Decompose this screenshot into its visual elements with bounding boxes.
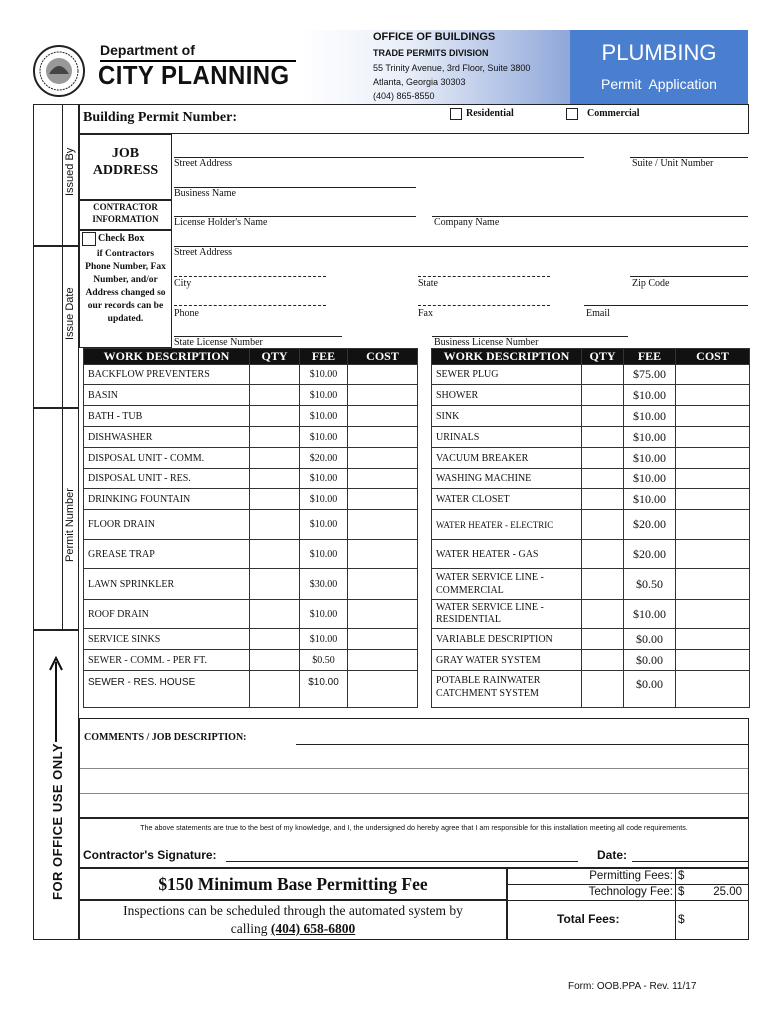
- cost-cell[interactable]: [348, 569, 418, 600]
- state-label: State: [418, 278, 438, 289]
- fee-cell: $10.00: [624, 406, 676, 427]
- row-description: DISPOSAL UNIT - COMM.: [84, 448, 250, 469]
- fee-cell: $10.00: [300, 671, 348, 708]
- qty-cell[interactable]: [582, 650, 624, 671]
- cost-cell[interactable]: [348, 489, 418, 510]
- commercial-label: Commercial: [587, 108, 640, 119]
- cost-cell[interactable]: [676, 489, 750, 510]
- qty-cell[interactable]: [582, 406, 624, 427]
- header-fee: FEE: [624, 349, 676, 365]
- qty-cell[interactable]: [582, 540, 624, 569]
- cost-cell[interactable]: [676, 448, 750, 469]
- table-row: [84, 469, 418, 489]
- header-cost: COST: [676, 349, 750, 365]
- fee-cell: $10.00: [300, 385, 348, 406]
- header-work-description: WORK DESCRIPTION: [432, 349, 582, 365]
- qty-cell[interactable]: [250, 569, 300, 600]
- cost-cell[interactable]: [348, 510, 418, 540]
- fee-cell: $10.00: [300, 489, 348, 510]
- table-header-row: [84, 349, 418, 365]
- total-fees-label: Total Fees:: [557, 912, 620, 926]
- fee-cell: $20.00: [624, 510, 676, 540]
- cost-cell[interactable]: [676, 427, 750, 448]
- qty-cell[interactable]: [250, 671, 300, 708]
- technology-fee-label: Technology Fee:: [588, 886, 673, 898]
- fee-cell: $10.00: [624, 427, 676, 448]
- email-label: Email: [586, 308, 610, 319]
- permit-number-label: Permit Number: [64, 488, 76, 562]
- license-holder-label: License Holder's Name: [174, 217, 268, 228]
- fee-cell: $10.00: [300, 469, 348, 489]
- qty-cell[interactable]: [250, 650, 300, 671]
- fee-cell: $0.00: [624, 629, 676, 650]
- comments-line-2[interactable]: [80, 768, 748, 769]
- issued-by-label: Issued By: [64, 147, 76, 196]
- state-license-label: State License Number: [174, 337, 263, 348]
- qty-cell[interactable]: [250, 365, 300, 385]
- table-row: [432, 448, 750, 469]
- permitting-fees-dollar: $: [678, 870, 685, 882]
- comments-line-1[interactable]: [296, 744, 748, 745]
- header-work-description: WORK DESCRIPTION: [84, 349, 250, 365]
- row-description: FLOOR DRAIN: [84, 510, 250, 540]
- fee-cell: $0.00: [624, 671, 676, 708]
- table-header-row: [432, 349, 750, 365]
- qty-cell[interactable]: [250, 540, 300, 569]
- total-fees-field[interactable]: [690, 906, 748, 936]
- fee-cell: $10.00: [624, 448, 676, 469]
- business-license-label: Business License Number: [434, 337, 539, 348]
- issue-date-label: Issue Date: [64, 287, 76, 340]
- table-row: [84, 406, 418, 427]
- total-fees-dollar: $: [678, 912, 685, 926]
- signature-line[interactable]: [226, 861, 578, 862]
- job-street-line[interactable]: [174, 157, 584, 158]
- badge-subtitle: Permit Application: [601, 76, 717, 92]
- qty-cell[interactable]: [250, 629, 300, 650]
- qty-cell[interactable]: [582, 629, 624, 650]
- table-row: [432, 427, 750, 448]
- zip-label: Zip Code: [632, 278, 670, 289]
- row-description: WATER SERVICE LINE - COMMERCIAL: [432, 569, 582, 600]
- cost-cell[interactable]: [676, 671, 750, 708]
- cost-cell[interactable]: [348, 671, 418, 708]
- minimum-fee-text: $150 Minimum Base Permitting Fee: [158, 874, 428, 894]
- building-permit-label: Building Permit Number:: [83, 110, 237, 125]
- row-description: BACKFLOW PREVENTERS: [84, 365, 250, 385]
- permitting-fees-field[interactable]: [690, 869, 748, 883]
- table-row: [84, 671, 418, 708]
- header-qty: QTY: [250, 349, 300, 365]
- cost-cell[interactable]: [676, 650, 750, 671]
- cost-cell[interactable]: [348, 365, 418, 385]
- address-line-1: 55 Trinity Avenue, 3rd Floor, Suite 3800: [373, 63, 531, 73]
- permitting-fees-label: Permitting Fees:: [589, 870, 673, 882]
- fee-table-left: [83, 348, 418, 708]
- job-title-2: ADDRESS: [92, 163, 159, 178]
- row-description: WASHING MACHINE: [432, 469, 582, 489]
- table-row: [84, 650, 418, 671]
- fee-cell: $10.00: [624, 489, 676, 510]
- qty-cell[interactable]: [250, 600, 300, 629]
- table-row: [432, 406, 750, 427]
- qty-cell[interactable]: [582, 569, 624, 600]
- table-row: [84, 540, 418, 569]
- fee-cell: $10.00: [300, 629, 348, 650]
- table-row: [432, 600, 750, 629]
- cost-cell[interactable]: [676, 569, 750, 600]
- fax-line[interactable]: [418, 305, 550, 306]
- row-description: DISHWASHER: [84, 427, 250, 448]
- table-row: [432, 510, 750, 540]
- cost-cell[interactable]: [348, 427, 418, 448]
- fee-cell: $10.00: [624, 600, 676, 629]
- row-description: VACUUM BREAKER: [432, 448, 582, 469]
- contractor-street-line[interactable]: [174, 246, 748, 247]
- cost-cell[interactable]: [348, 629, 418, 650]
- cost-cell[interactable]: [676, 406, 750, 427]
- fee-cell: $0.00: [624, 650, 676, 671]
- qty-cell[interactable]: [582, 510, 624, 540]
- cost-cell[interactable]: [348, 650, 418, 671]
- technology-fee-dollar: $: [678, 886, 685, 898]
- check-box-label: Check Box: [98, 233, 145, 244]
- cost-cell[interactable]: [676, 469, 750, 489]
- cost-cell[interactable]: [348, 385, 418, 406]
- fee-cell: $10.00: [624, 385, 676, 406]
- row-description: VARIABLE DESCRIPTION: [432, 629, 582, 650]
- row-description: SEWER PLUG: [432, 365, 582, 385]
- qty-cell[interactable]: [582, 600, 624, 629]
- cost-cell[interactable]: [676, 540, 750, 569]
- job-suite-label: Suite / Unit Number: [632, 158, 714, 169]
- row-description: DRINKING FOUNTAIN: [84, 489, 250, 510]
- cost-cell[interactable]: [348, 600, 418, 629]
- office-phone: (404) 865-8550: [373, 91, 435, 101]
- table-row: [84, 510, 418, 540]
- date-line[interactable]: [632, 861, 748, 862]
- contractor-title-1: CONTRACTOR: [93, 202, 158, 212]
- table-row: [432, 569, 750, 600]
- row-description: SERVICE SINKS: [84, 629, 250, 650]
- row-description: WATER SERVICE LINE - RESIDENTIAL: [432, 600, 582, 629]
- inspection-text: Inspections can be scheduled through the automated system by: [123, 903, 463, 918]
- row-description: URINALS: [432, 427, 582, 448]
- commercial-checkbox[interactable]: [566, 108, 578, 120]
- row-description: WATER HEATER - ELECTRIC: [432, 510, 582, 540]
- table-row: [84, 365, 418, 385]
- comments-label: COMMENTS / JOB DESCRIPTION:: [84, 732, 247, 743]
- header-fee: FEE: [300, 349, 348, 365]
- office-title: OFFICE OF BUILDINGS: [373, 31, 496, 43]
- table-row: [84, 385, 418, 406]
- fee-cell: $10.00: [300, 510, 348, 540]
- inspection-calling-line: [79, 921, 507, 937]
- row-description: POTABLE RAINWATER CATCHMENT SYSTEM: [432, 671, 582, 708]
- fee-cell: $10.00: [300, 427, 348, 448]
- city-label: City: [174, 278, 192, 289]
- fax-label: Fax: [418, 308, 433, 319]
- address-line-2: Atlanta, Georgia 30303: [373, 77, 466, 87]
- note-line-3: Number, and/or: [93, 275, 158, 285]
- fee-cell: $0.50: [300, 650, 348, 671]
- qty-cell[interactable]: [250, 427, 300, 448]
- inspection-phone: (404) 658-6800: [270, 921, 356, 936]
- signature-label: Contractor's Signature:: [83, 848, 217, 862]
- office-use-label: FOR OFFICE USE ONLY: [50, 742, 65, 900]
- fees-divider-1: [507, 884, 749, 885]
- row-description: SINK: [432, 406, 582, 427]
- row-description: ROOF DRAIN: [84, 600, 250, 629]
- cost-cell[interactable]: [676, 600, 750, 629]
- table-row: [84, 569, 418, 600]
- row-description: BASIN: [84, 385, 250, 406]
- job-street-label: Street Address: [174, 158, 233, 169]
- comments-line-3[interactable]: [80, 793, 748, 794]
- cost-cell[interactable]: [676, 629, 750, 650]
- calling-word: calling: [230, 921, 268, 936]
- technology-fee-value: 25.00: [713, 886, 742, 898]
- fee-cell: $10.00: [300, 540, 348, 569]
- city-seal-logo: [32, 44, 86, 98]
- table-row: [84, 629, 418, 650]
- dept-of-label: Department of: [100, 42, 195, 58]
- email-line[interactable]: [584, 305, 748, 306]
- cost-cell[interactable]: [676, 365, 750, 385]
- contractor-title-2: INFORMATION: [92, 214, 159, 224]
- cost-cell[interactable]: [676, 385, 750, 406]
- row-description: SEWER - COMM. - PER FT.: [84, 650, 250, 671]
- note-line-2: Phone Number, Fax: [85, 262, 166, 272]
- qty-cell[interactable]: [582, 427, 624, 448]
- residential-label: Residential: [466, 108, 514, 119]
- fees-col-divider: [675, 868, 676, 940]
- fee-cell: $30.00: [300, 569, 348, 600]
- cost-cell[interactable]: [676, 510, 750, 540]
- fee-cell: $20.00: [624, 540, 676, 569]
- phone-line[interactable]: [174, 305, 326, 306]
- phone-label: Phone: [174, 308, 199, 319]
- table-row: [432, 365, 750, 385]
- note-line-6: updated.: [107, 314, 144, 324]
- company-label: Company Name: [434, 217, 500, 228]
- row-description: BATH - TUB: [84, 406, 250, 427]
- cost-cell[interactable]: [348, 469, 418, 489]
- job-business-label: Business Name: [174, 188, 236, 199]
- fee-cell: $10.00: [300, 406, 348, 427]
- fees-divider-2: [507, 900, 749, 901]
- agreement-statement: The above statements are true to the best of my knowledge, and I, the undersigned do hereby agree that I am responsible for this installation meeting all code requirements.: [140, 823, 688, 832]
- qty-cell[interactable]: [250, 469, 300, 489]
- date-label: Date:: [597, 848, 628, 862]
- fee-cell: $10.00: [300, 365, 348, 385]
- qty-cell[interactable]: [582, 448, 624, 469]
- cost-cell[interactable]: [348, 540, 418, 569]
- row-description: SHOWER: [432, 385, 582, 406]
- row-description: GRAY WATER SYSTEM: [432, 650, 582, 671]
- zip-line[interactable]: [630, 276, 748, 277]
- fee-cell: $75.00: [624, 365, 676, 385]
- header-cost: COST: [348, 349, 418, 365]
- table-row: [432, 671, 750, 708]
- qty-cell[interactable]: [250, 385, 300, 406]
- table-row: [432, 469, 750, 489]
- table-row: [432, 489, 750, 510]
- row-description: WATER HEATER - GAS: [432, 540, 582, 569]
- table-row: [84, 448, 418, 469]
- contact-changed-checkbox[interactable]: [82, 232, 96, 246]
- fee-cell: $10.00: [300, 600, 348, 629]
- header-qty: QTY: [582, 349, 624, 365]
- table-row: [432, 629, 750, 650]
- fee-cell: $10.00: [624, 469, 676, 489]
- table-row: [84, 489, 418, 510]
- cost-cell[interactable]: [348, 406, 418, 427]
- qty-cell[interactable]: [250, 448, 300, 469]
- row-description: GREASE TRAP: [84, 540, 250, 569]
- row-description: DISPOSAL UNIT - RES.: [84, 469, 250, 489]
- contractor-street-label: Street Address: [174, 247, 233, 258]
- qty-cell[interactable]: [582, 469, 624, 489]
- division-title: TRADE PERMITS DIVISION: [373, 48, 489, 58]
- row-description: LAWN SPRINKLER: [84, 569, 250, 600]
- qty-cell[interactable]: [582, 365, 624, 385]
- qty-cell[interactable]: [250, 510, 300, 540]
- table-row: [432, 540, 750, 569]
- qty-cell[interactable]: [582, 489, 624, 510]
- city-planning-title: CITY PLANNING: [98, 60, 290, 90]
- table-row: [432, 385, 750, 406]
- row-description: SEWER - RES. HOUSE: [84, 671, 250, 708]
- fee-cell: $20.00: [300, 448, 348, 469]
- residential-checkbox[interactable]: [450, 108, 462, 120]
- table-row: [432, 650, 750, 671]
- qty-cell[interactable]: [250, 489, 300, 510]
- arrow-up-icon: [48, 656, 64, 742]
- cost-cell[interactable]: [348, 448, 418, 469]
- note-line-1: if Contractors: [96, 249, 155, 259]
- table-row: [84, 427, 418, 448]
- state-line[interactable]: [418, 276, 550, 277]
- qty-cell[interactable]: [250, 406, 300, 427]
- fee-cell: $0.50: [624, 569, 676, 600]
- row-description: WATER CLOSET: [432, 489, 582, 510]
- note-line-5: our records can be: [87, 301, 164, 311]
- badge-title: PLUMBING: [601, 40, 717, 65]
- form-revision: Form: OOB.PPA - Rev. 11/17: [568, 981, 697, 992]
- qty-cell[interactable]: [582, 385, 624, 406]
- job-title-1: JOB: [111, 146, 140, 161]
- fee-table-right: [431, 348, 750, 708]
- qty-cell[interactable]: [582, 671, 624, 708]
- note-line-4: Address changed so: [85, 288, 166, 298]
- table-row: [84, 600, 418, 629]
- city-line[interactable]: [174, 276, 326, 277]
